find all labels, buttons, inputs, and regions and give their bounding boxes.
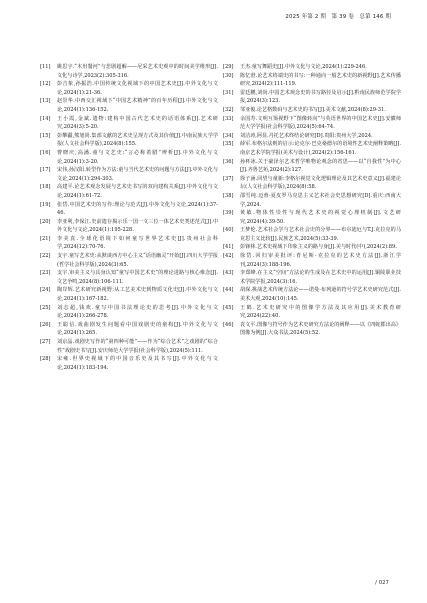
reference-text: 徐子涵.回望与童新:李格尔视觉文化逻辑理论及其艺术史意义[J].福建论坛(人文社会科学版),2024(8):58. [240, 175, 401, 191]
reference-entry [40, 355, 218, 372]
reference-text: 彭攀疆,熊旭尚.集部文献的艺术史呈现方式及其价值[J].中南民族大学学报(人文社会科学版),2024(8):155. [57, 132, 218, 148]
reference-entry [223, 226, 401, 243]
reference-text: 支宇.审美主义与具身认知“童写中国艺术史”的理论进路与核心难念[J].文艺争鸣,2024(8):106-111. [57, 270, 218, 285]
reference-entry [223, 132, 401, 141]
reference-number: [27] [40, 339, 51, 345]
reference-entry [223, 175, 401, 192]
reference-number: [23] [40, 270, 51, 277]
reference-text: 王小霞,金斌.遗物:建构中国古代艺术史的话语体系[J].艺术研究,2024(3):5-20. [57, 115, 218, 131]
reference-text: 张岱.中国艺术史的写作:理论与范式[J].中外文化与文论,2024(1):37-46. [57, 201, 218, 217]
reference-number: [37] [223, 175, 234, 182]
reference-text: 彭吉象,孙振浩.中国传统文化视域下的中国艺术史[J].中外文化与文论,2024(1):21-36. [57, 81, 218, 96]
reference-entry [40, 149, 218, 166]
reference-text: 刘洁涛,阿显.丹托艺术终结论研究[D].贵阳:贵州大学,2024. [240, 132, 373, 139]
reference-number: [12] [40, 81, 51, 88]
reference-number: [26] [40, 321, 51, 328]
reference-text: 雷廷鹏,刘尚.中国艺术观念史的书写路径及启示[J].黔南民族师范学院学报,2024(3):123. [240, 89, 401, 105]
reference-text: 黄敏.物体性崇性与现代艺术史的视觉心理机制[J].文艺研究,2024(4):39-50. [240, 210, 401, 225]
reference-text: 李美真.全球化语境下如何童写世界艺术史[J].贵州社会科学,2024(12):70-76. [57, 235, 218, 251]
reference-entry [40, 321, 218, 338]
reference-entry [223, 140, 401, 157]
reference-entry [223, 115, 401, 132]
reference-text: 刘志超,钱欢.童写中国书法理论史的思考[J].中外文化与文论,2024(1):266-278. [57, 304, 218, 320]
reference-entry [223, 192, 401, 209]
reference-number: [24] [40, 287, 51, 294]
reference-entry [40, 304, 218, 321]
reference-entry [40, 183, 218, 200]
journal-issue-header: 2025 年第 2 期 第 39 卷 总第 146 期 [285, 14, 391, 20]
reference-number: [17] [40, 167, 51, 174]
reference-number: [13] [40, 98, 51, 105]
reference-text: 刘京晶.戏剧史写作的“第四种可能”——作为“综合艺术”之戏剧的“综合性”戏剧史书写[J].安庆师范大学学报(社会科学版),2024(5):111. [57, 339, 218, 354]
reference-entry [40, 338, 218, 355]
reference-entry [223, 72, 401, 89]
reference-text: 薛军.布格尔法则的启示:论克尔·巴克桑德尔的语境性艺术史阐释策略[J].南京艺术学院学报(美术与设计),2024(2):156-161. [240, 141, 401, 156]
reference-text: 王聪信.戏曲剧发生问题看中国戏剧史的童构[J].中外文化与文论,2024(1):265. [57, 321, 218, 337]
reference-entry [223, 106, 401, 115]
reference-text: 陈忆澄.论艺术终端史的书写:一种通向一般艺术史的新视野[J].艺术传播研究,2024(2):111-119. [240, 72, 401, 88]
reference-number: [43] [223, 270, 234, 277]
reference-number: [35] [223, 141, 234, 148]
reference-text: 宋伟,孙汉阳.转型作为方法:童与当代艺术史的问题与方法[J].中外文化与文论,2024(1):294-303. [57, 167, 218, 182]
reference-entry [40, 252, 218, 269]
reference-number: [22] [40, 253, 51, 260]
reference-number: [33] [223, 115, 234, 122]
reference-number: [21] [40, 235, 51, 242]
reference-text: 姚思宇.“木卅餐河”与悲剧超解——尼采艺术史观中的时间美学维形[J].文化与诗学,2023(2):305-316. [57, 64, 218, 79]
reference-text: 曹晓庆,高潘.童与文艺史:“言必称希腊”辨析[J].中外文化与文论,2024(1):3-20. [57, 149, 218, 165]
reference-entry [223, 269, 401, 286]
reference-number: [45] [223, 304, 234, 311]
reference-entry [40, 63, 218, 80]
reference-entry [40, 235, 218, 252]
reference-text: 陶岸辉.艺术研究新视野:从工艺美术史到物质文化史[J].中外文化与文论,2024(1):167-182. [57, 287, 218, 303]
reference-entry [40, 115, 218, 132]
reference-number: [40] [223, 227, 234, 234]
reference-number: [15] [40, 132, 51, 139]
reference-number: [34] [223, 132, 234, 139]
reference-number: [36] [223, 158, 234, 165]
reference-number: [39] [223, 210, 234, 217]
reference-text: 徐岱.回归审美批评:育尼斯·克拉克的艺术史方法[J].浙江学刊,2024(3):188-196. [240, 253, 401, 268]
reference-text: 王梦伦.艺术社会学与艺术社会史的分界——布尔迪厄与T.J.克拉克的马克思主义比较[J].民族艺术,2024(5):33-39. [240, 227, 401, 242]
reference-number: [25] [40, 304, 51, 311]
reference-number: [19] [40, 201, 51, 208]
reference-number: [44] [223, 287, 234, 294]
reference-number: [14] [40, 115, 51, 122]
reference-entry [40, 97, 218, 114]
reference-number: [16] [40, 149, 51, 156]
reference-text: 彭锋林.艺术史视域下印象主义的路与身[J].美与时代(中),2024(2):89. [240, 244, 397, 251]
reference-text: 胡琛.挑战艺术传统方法论——诺曼·布列逊的符号学艺术史研究范式[J].美术大观,2024(10):145. [240, 287, 401, 303]
reference-text: 李亚利,李保江.史前遗存揭示乐一国一文三位一体艺术史类述范式[J].中外文化与文论,2024(1):195-228. [57, 218, 218, 234]
reference-text: 邹亚俊.论艺格数码与艺术史的书写[J].美术文献,2024(8):29-31. [240, 106, 386, 113]
reference-entry [40, 166, 218, 183]
reference-entry [223, 209, 401, 226]
reference-text: 支宇.童写艺术史:从默谈西方中心主义“话语幽灵”开始[J].四川大学学报(哲学社会科学版),2024(3):65. [57, 253, 218, 268]
reference-number: [38] [223, 192, 234, 199]
reference-number: [46] [223, 321, 234, 328]
reference-entry [223, 89, 401, 106]
reference-entry [223, 158, 401, 175]
reference-number: [11] [40, 64, 51, 70]
reference-text: 孙杯冰.关于豪泽尔艺术哲学唯物论观念的省思——以“自我性”为中心[J].齐鲁艺苑,2024(2):127. [240, 158, 401, 174]
reference-text: 高建平.论艺术观念发展与艺术史书写的双向建构关系[J].中外文化与文论,2024(1):61-72. [57, 184, 218, 199]
reference-text: 袁文平.图像与符号作为艺术史研究方法论的阐释——以《四蛇郡出高》图像为例[J].大众书法,2024(5):52. [240, 321, 401, 337]
reference-number: [20] [40, 218, 51, 225]
references-left-column [40, 63, 218, 372]
reference-entry [40, 218, 218, 235]
reference-number: [18] [40, 184, 51, 191]
reference-number: [32] [223, 106, 234, 113]
reference-entry [223, 63, 401, 72]
reference-entry [223, 252, 401, 269]
reference-entry [40, 80, 218, 97]
references-right-column [223, 63, 401, 338]
reference-entry [223, 321, 401, 338]
reference-entry [40, 269, 218, 286]
reference-entry [223, 286, 401, 303]
reference-text: 王杰.童写舞蹈史[J].中外文化与文论,2024(1):229-246. [240, 64, 367, 70]
reference-text: 王鹤.艺术史研究中的图像学方法及其应用[J].美术教育研究,2024(22):40. [240, 304, 401, 320]
reference-number: [28] [40, 356, 51, 363]
reference-entry [40, 201, 218, 218]
reference-entry [40, 132, 218, 149]
reference-number: [41] [223, 244, 234, 251]
reference-number: [29] [223, 64, 234, 70]
reference-text: 邵雪纯.迈蓉·夏皮罗马克思主义艺术社会史思想研究[D].重庆:西南大学,2024. [240, 192, 401, 208]
reference-text: 余国寿.文明互鉴视野下“图像转向”与英语世界的中国艺术史[J].安徽师范大学学报(社会科学版),2024(5):64-74. [240, 115, 401, 131]
reference-number: [30] [223, 72, 234, 79]
reference-entry [223, 304, 401, 321]
page-number: / 027 [375, 580, 389, 586]
reference-number: [31] [223, 89, 234, 96]
reference-text: 李郑峰.在主义“空间”方法论的生成及在艺术史中的运用[J].铜陵职业技术学院学报,2024(3):16. [240, 270, 401, 285]
reference-text: 宋雍.世界史视域下的中国音乐史及其书写[J].中外文化与文论,2024(1):183-194. [57, 356, 218, 371]
reference-entry [40, 286, 218, 303]
reference-text: 赵崇华.中西交汇视域下“中国艺术精神”的百年历程[J].中外文化与文论,2024(1):136-152. [57, 98, 218, 113]
reference-entry [223, 243, 401, 252]
reference-number: [42] [223, 253, 234, 260]
